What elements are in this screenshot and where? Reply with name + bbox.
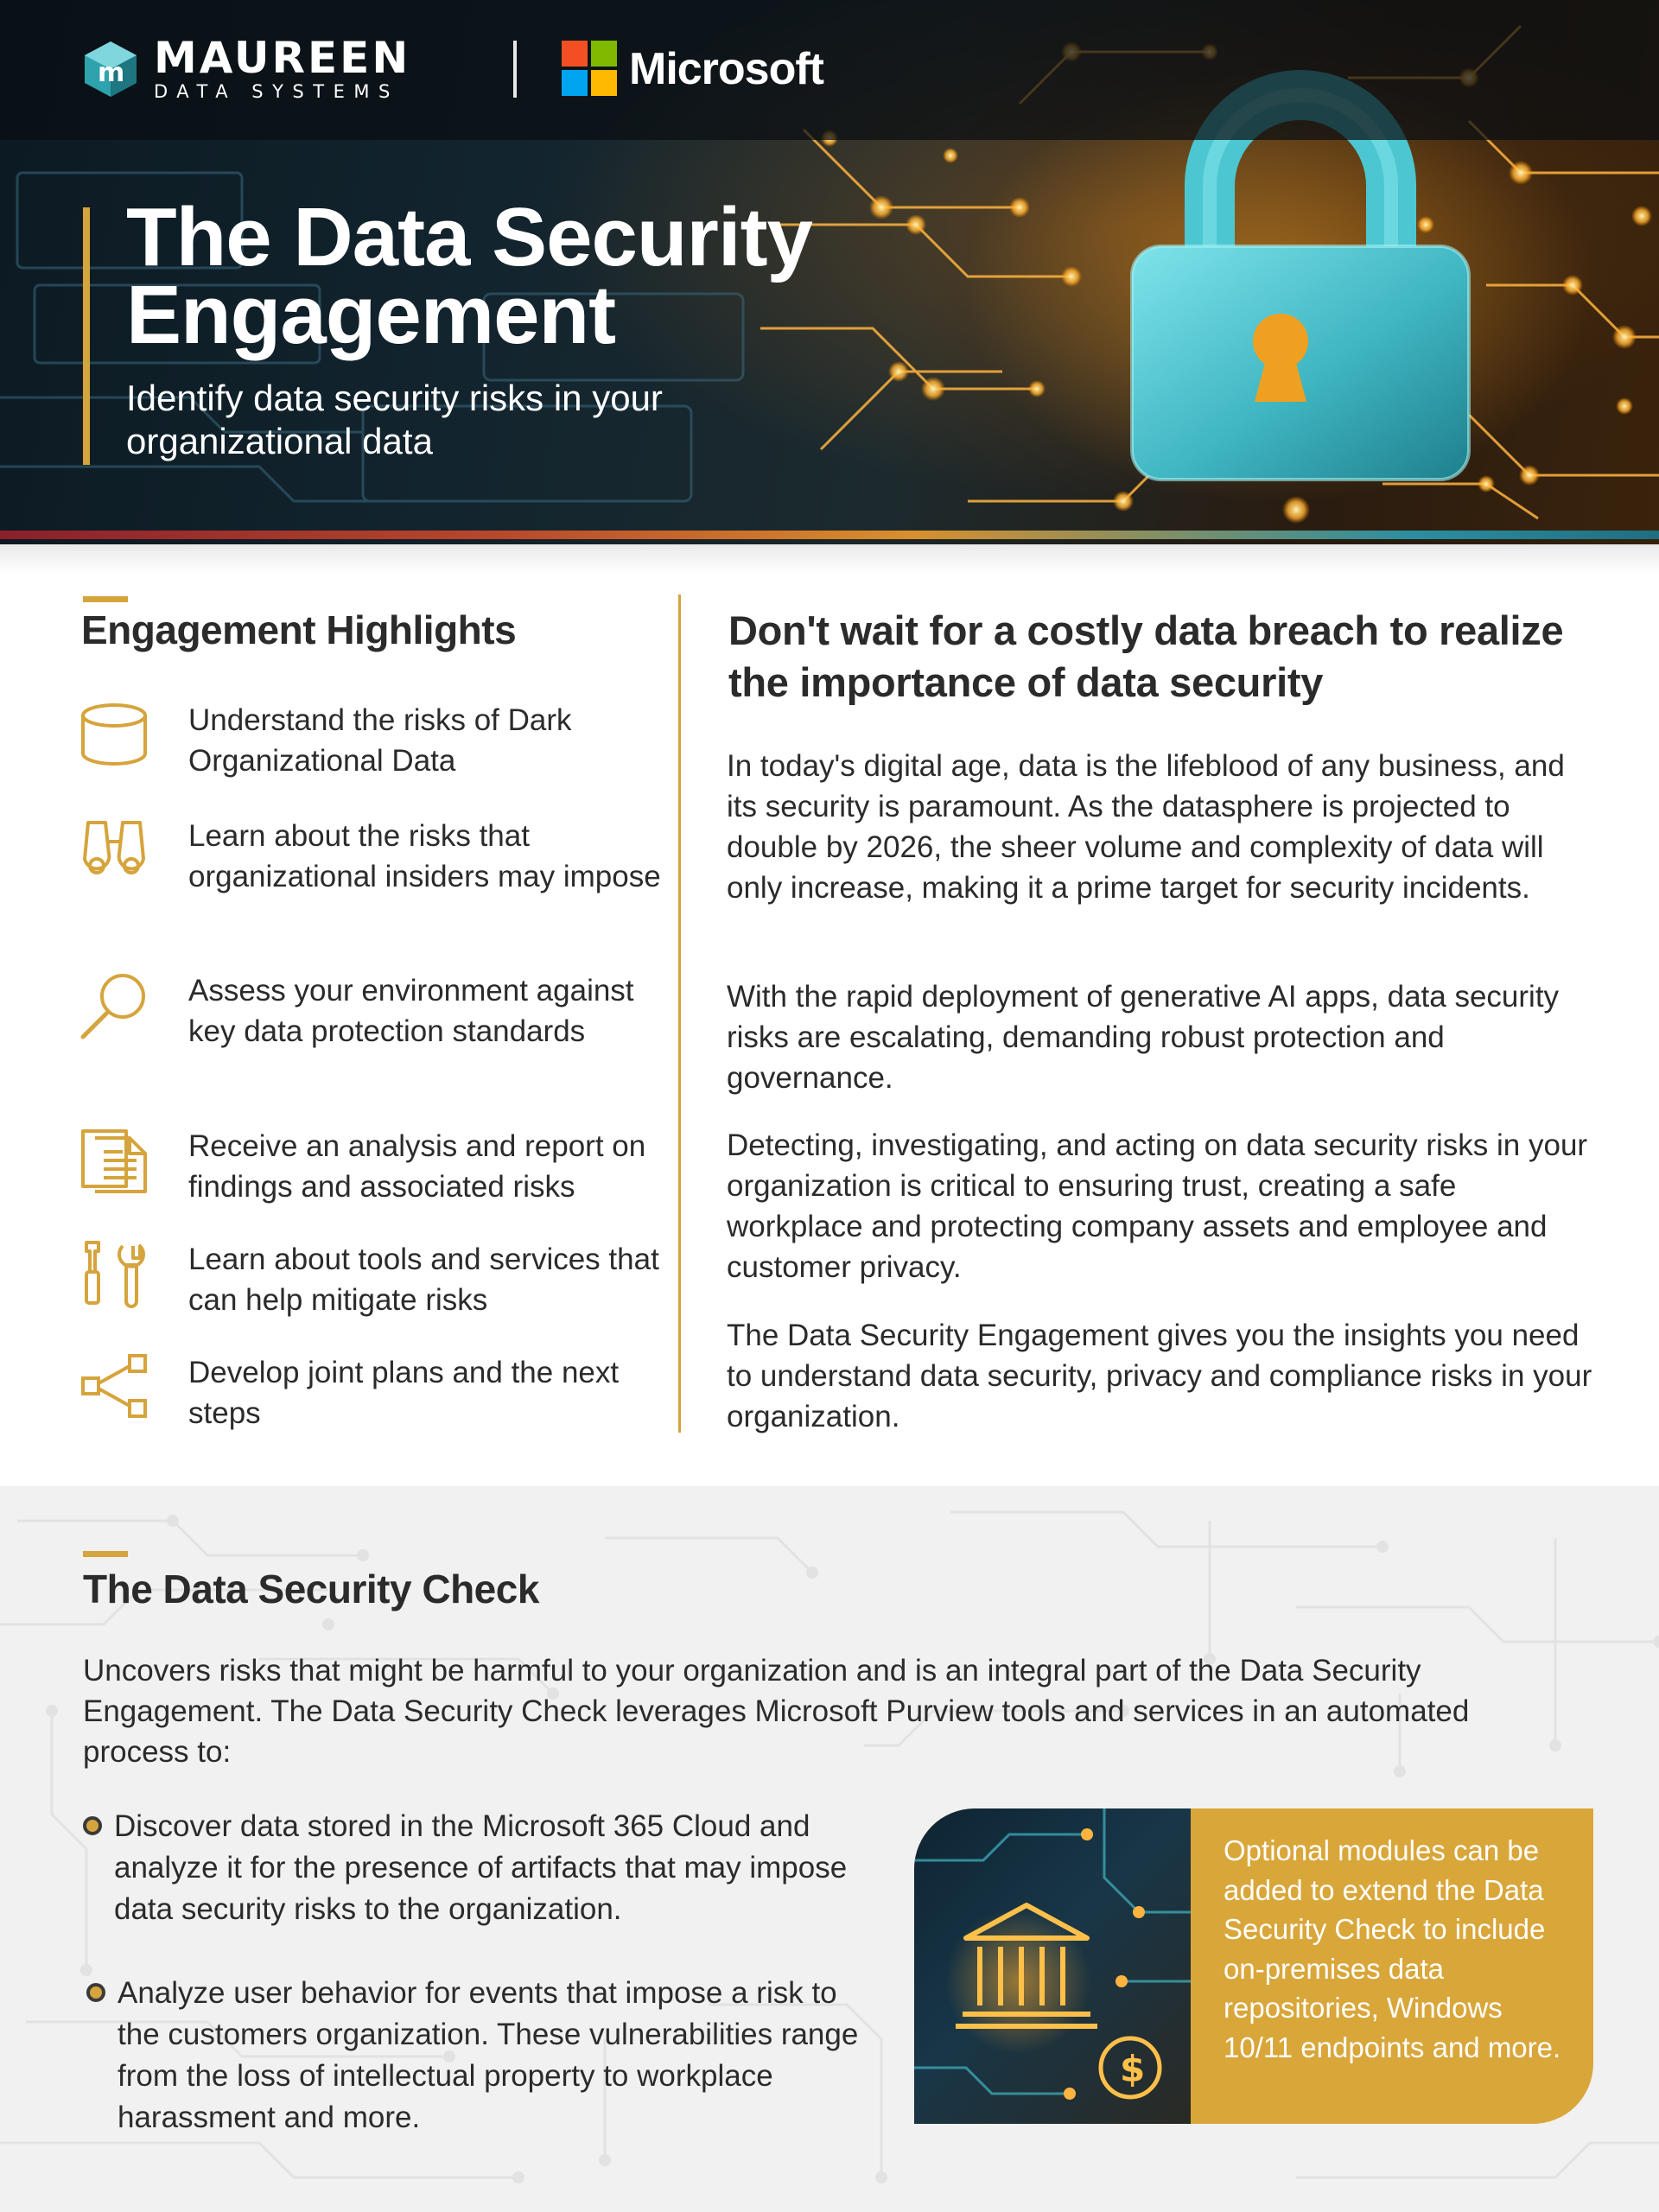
brand-name: MAUREEN [154, 33, 411, 83]
highlight-text: Develop joint plans and the next steps [188, 1356, 620, 1430]
highlights-accent [83, 596, 128, 602]
highlight-text: Receive an analysis and report on findings and associated risks [188, 1129, 646, 1204]
tools-icon [79, 1239, 149, 1308]
hero-banner [0, 0, 1659, 544]
bullet-dot-icon [86, 1983, 105, 2002]
highlight-text: Understand the risks of Dark Organizational Data [188, 703, 572, 778]
check-intro: Uncovers risks that might be harmful to your organization and is an integral part of the Data Security Engagement. The Data Security Check leverages Microsoft Purview tools and services in an automated process to: [83, 1654, 1470, 1769]
brand-subname: DATA SYSTEMS [154, 81, 399, 102]
highlights-heading: Engagement Highlights [81, 607, 517, 652]
page-subtitle: Identify data security risks in your organizational data [126, 378, 663, 461]
optional-modules-card [914, 1808, 1593, 2124]
bank-circuit-image [914, 1808, 1191, 2124]
highlight-text: Learn about tools and services that can help mitigate risks [188, 1243, 659, 1317]
check-heading: The Data Security Check [83, 1567, 539, 1611]
intro-paragraph: With the rapid deployment of generative AI apps, data security risks are escalating, demanding robust protection and governance. [727, 980, 1560, 1095]
bank-icon [914, 1808, 1191, 2124]
page-title: The Data Security Engagement [126, 191, 812, 361]
bullet-text: Analyze user behavior for events that impose a risk to the customers organization. These vulnerabilities range from the loss of intellectual property to workplace harassment and more. [118, 1976, 859, 2134]
intro-paragraph: The Data Security Engagement gives you the insights you need to understand data security, privacy and compliance risks in your organization. [727, 1319, 1592, 1433]
bullet-dot-icon [83, 1816, 102, 1835]
report-icon [79, 1126, 149, 1195]
bullet-text: Discover data stored in the Microsoft 365 Cloud and analyze it for the presence of artifacts that may impose data security risks to the organization. [114, 1809, 848, 1926]
highlight-item [79, 970, 667, 1091]
highlight-text: Assess your environment against key data protection standards [188, 974, 634, 1048]
microsoft-logo-icon [562, 41, 617, 96]
highlight-item [79, 1126, 667, 1247]
optional-modules-text: Optional modules can be added to extend the Data Security Check to include on-premises data repositories, Windows 10/11 endpoints and more. [1224, 1834, 1561, 2063]
database-icon [79, 700, 149, 769]
magnifier-icon [79, 970, 149, 1039]
microsoft-wordmark: Microsoft [629, 44, 823, 94]
svg-text:$: $ [1120, 2048, 1146, 2090]
title-accent-bar [83, 207, 90, 465]
intro-paragraph: In today's digital age, data is the lifeblood of any business, and its security is paramount. As the datasphere is projected to double by 2026, the sheer volume and complexity of data will only increase, making it a prime target for security incidents. [727, 749, 1565, 905]
svg-text:m: m [98, 58, 125, 88]
hero-color-stripe [0, 531, 1659, 539]
logo-divider [513, 41, 517, 98]
maureen-logo [79, 35, 410, 104]
share-nodes-icon [79, 1352, 149, 1421]
padlock-graphic [1132, 95, 1469, 480]
highlight-item [79, 700, 667, 821]
highlight-text: Learn about the risks that organizational insiders may impose [188, 819, 661, 893]
intro-paragraph: Detecting, investigating, and acting on data security risks in your organization is critical to ensuring trust, creating a safe workplace and protecting company assets and employee and customer privacy. [727, 1128, 1588, 1284]
hero-shadow [0, 539, 1659, 574]
maureen-cube-icon [79, 38, 142, 100]
column-divider [678, 594, 681, 1433]
intro-heading: Don't wait for a costly data breach to realize the importance of data security [728, 607, 1564, 705]
highlight-item [79, 1352, 667, 1473]
binoculars-icon [79, 816, 149, 885]
highlight-item [79, 816, 667, 937]
highlight-item [79, 1239, 667, 1360]
check-accent [83, 1551, 128, 1557]
